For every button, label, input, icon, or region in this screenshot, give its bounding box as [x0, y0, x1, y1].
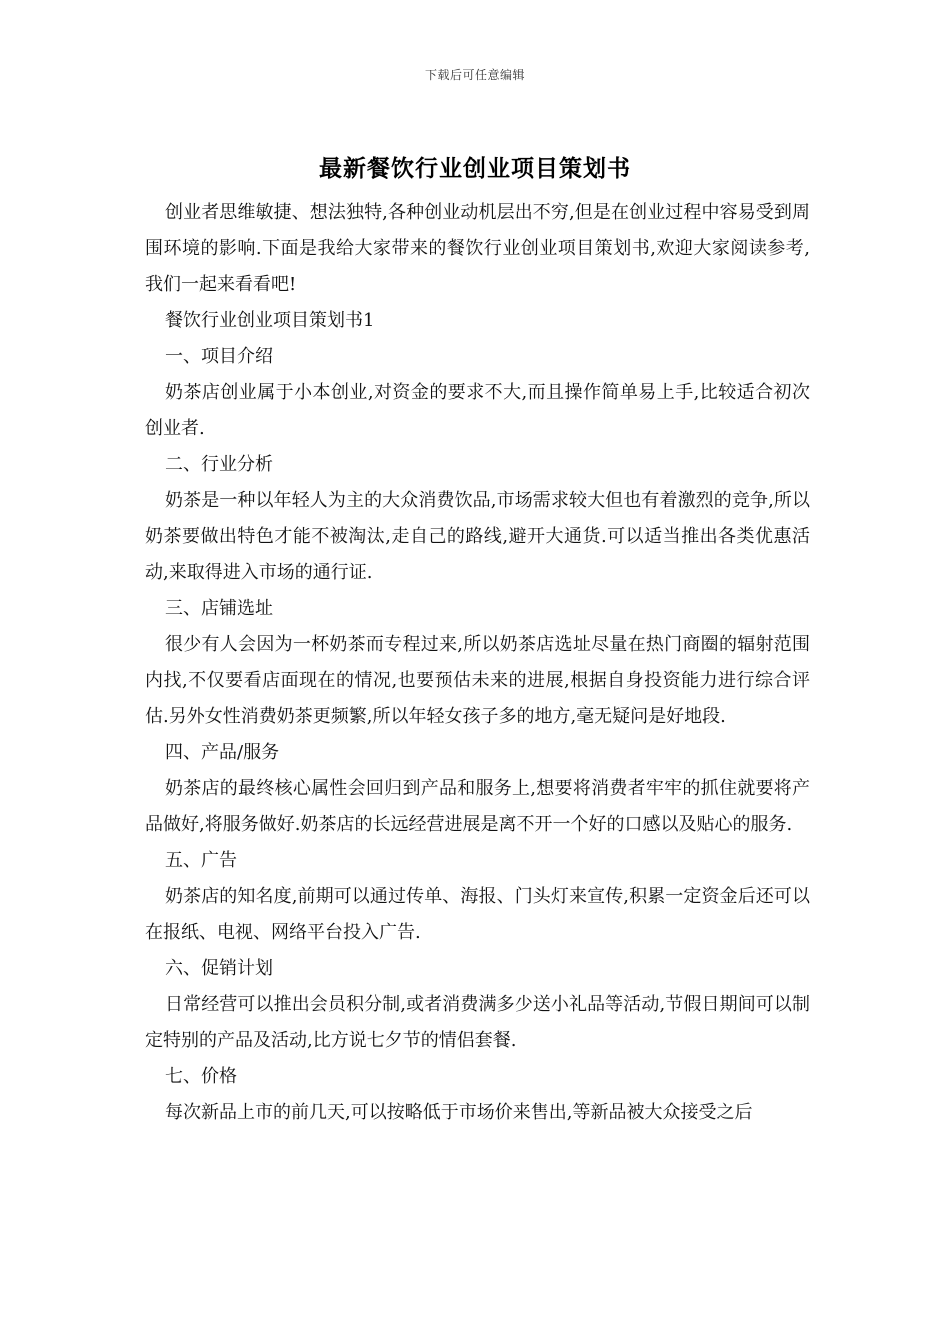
document-title: 最新餐饮行业创业项目策划书	[319, 155, 631, 182]
document-body	[145, 195, 810, 1131]
section-heading-price: 七、价格	[165, 1066, 237, 1087]
section-heading-industry-analysis: 二、行业分析	[165, 454, 273, 475]
header-note: 下载后可任意编辑	[424, 68, 525, 82]
section-paragraph-advertising: 奶茶店的知名度,前期可以通过传单、海报、门头灯来宣传,积累一定资金后还可以在报纸、电视、网络平台投入广告.	[145, 886, 810, 943]
intro-paragraph: 创业者思维敏捷、想法独特,各种创业动机层出不穷,但是在创业过程中容易受到周围环境的影响.下面是我给大家带来的餐饮行业创业项目策划书,欢迎大家阅读参考,我们一起来看看吧!	[145, 202, 810, 295]
section-heading-advertising: 五、广告	[165, 850, 237, 871]
section-heading-store-location: 三、店铺选址	[165, 598, 273, 619]
section-paragraph-price: 每次新品上市的前几天,可以按略低于市场价来售出,等新品被大众接受之后	[165, 1102, 753, 1123]
section-heading-project-intro: 一、项目介绍	[165, 346, 273, 367]
section-heading-product-service: 四、产品/服务	[165, 742, 280, 763]
section-paragraph-store-location: 很少有人会因为一杯奶茶而专程过来,所以奶茶店选址尽量在热门商圈的辐射范围内找,不仅要看店面现在的情况,也要预估未来的进展,根据自身投资能力进行综合评估.另外女性消费奶茶更频繁,所以年轻女孩子多的地方,毫无疑问是好地段.	[145, 634, 810, 727]
section-paragraph-promotion: 日常经营可以推出会员积分制,或者消费满多少送小礼品等活动,节假日期间可以制定特别的产品及活动,比方说七夕节的情侣套餐.	[145, 994, 810, 1051]
section-paragraph-project-intro: 奶茶店创业属于小本创业,对资金的要求不大,而且操作简单易上手,比较适合初次创业者.	[145, 382, 810, 439]
section-paragraph-industry-analysis: 奶茶是一种以年轻人为主的大众消费饮品,市场需求较大但也有着激烈的竞争,所以奶茶要做出特色才能不被淘汰,走自己的路线,避开大通货.可以适当推出各类优惠活动,来取得进入市场的通行证.	[145, 490, 810, 583]
section-heading-promotion: 六、促销计划	[165, 958, 273, 979]
plan-subtitle: 餐饮行业创业项目策划书1	[165, 310, 375, 331]
section-paragraph-product-service: 奶茶店的最终核心属性会回归到产品和服务上,想要将消费者牢牢的抓住就要将产品做好,将服务做好.奶茶店的长远经营进展是离不开一个好的口感以及贴心的服务.	[145, 778, 810, 835]
